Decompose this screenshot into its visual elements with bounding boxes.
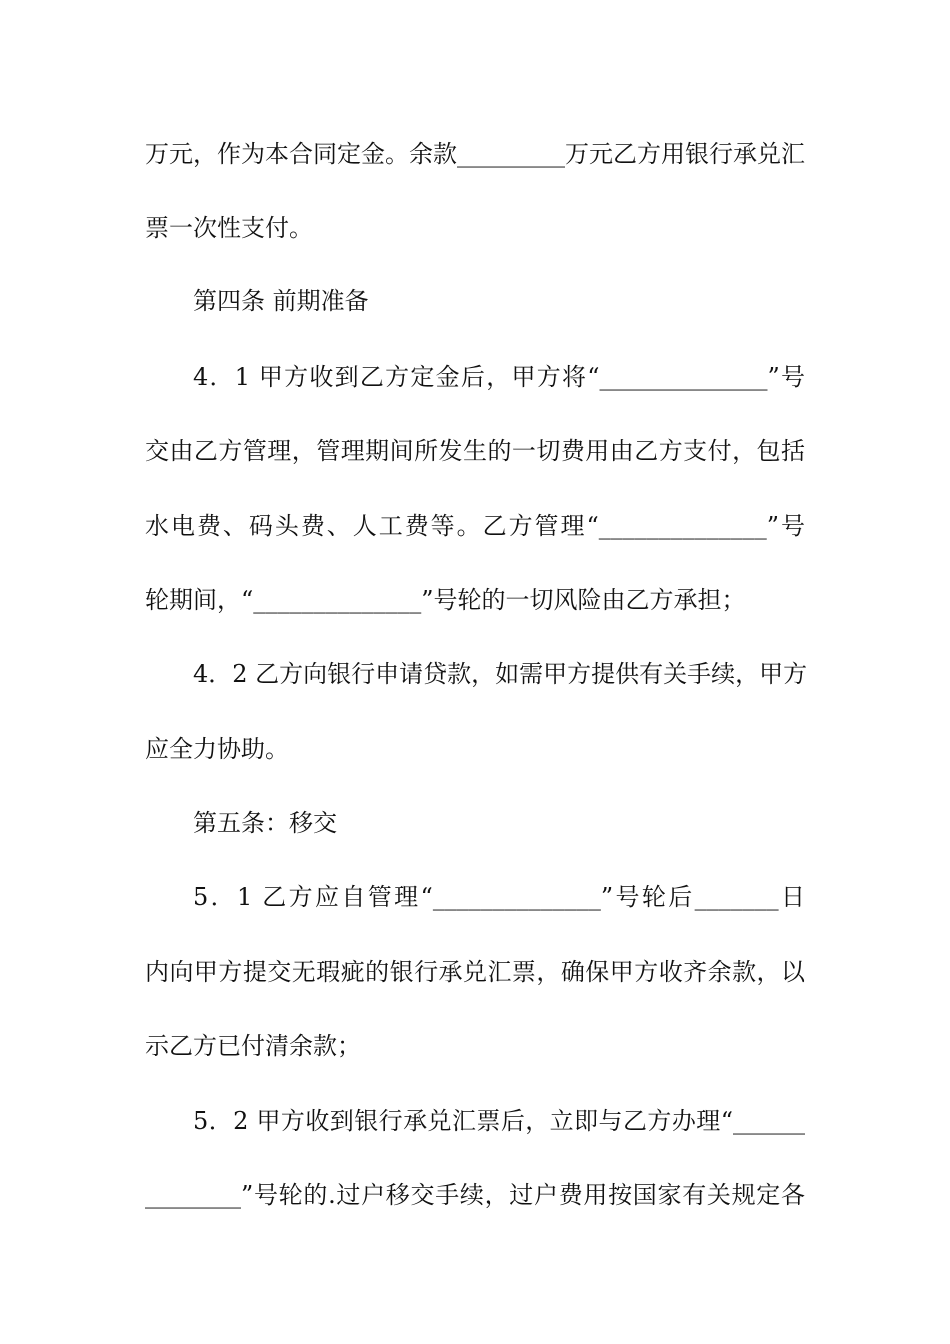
text-line: 4．2 乙方向银行申请贷款，如需甲方提供有关手续，甲方: [193, 660, 808, 688]
text-line: 万元，作为本合同定金。余款_________万元乙方用银行承兑汇: [145, 140, 805, 168]
text-line: 示乙方已付清余款；: [145, 1032, 361, 1060]
text-line: 交由乙方管理，管理期间所发生的一切费用由乙方支付，包括: [145, 437, 805, 465]
text-line: ________”号轮的.过户移交手续，过户费用按国家有关规定各: [145, 1181, 805, 1209]
section-heading: 第五条：移交: [193, 809, 337, 837]
text-line: 4．1 甲方收到乙方定金后，甲方将“______________”号: [193, 363, 805, 391]
section-heading: 第四条 前期准备: [193, 287, 369, 315]
text-line: 5．1 乙方应自管理“______________”号轮后_______日: [193, 883, 805, 911]
text-line: 应全力协助。: [145, 735, 289, 763]
text-line: 轮期间，“______________”号轮的一切风险由乙方承担；: [145, 586, 746, 614]
text-line: 内向甲方提交无瑕疵的银行承兑汇票，确保甲方收齐余款，以: [145, 958, 805, 986]
text-line: 5．2 甲方收到银行承兑汇票后，立即与乙方办理“______: [193, 1107, 805, 1135]
text-line: 票一次性支付。: [145, 214, 313, 242]
text-line: 水电费、码头费、人工费等。乙方管理“______________”号: [145, 512, 805, 540]
